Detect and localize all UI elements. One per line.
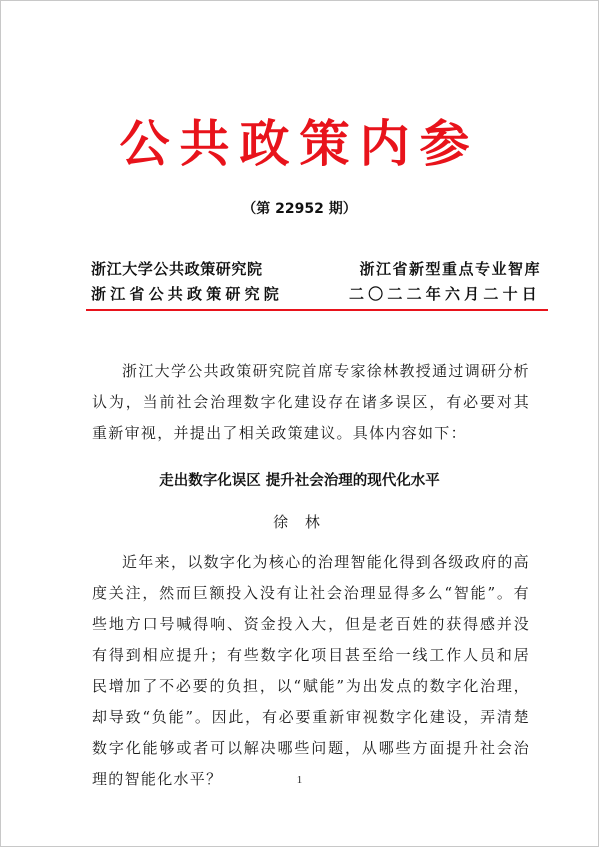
masthead-title: 公共政策内参 xyxy=(119,114,480,173)
info-row-1 xyxy=(91,258,541,280)
think-tank-designation: 浙江省新型重点专业智库 xyxy=(359,260,541,278)
article-author: 徐 林 xyxy=(273,513,326,531)
body-paragraph: 近年来，以数字化为核心的治理智能化得到各级政府的高度关注，然而巨额投入没有让社会治理显得多么“智能”。有些地方口号喊得响、资金投入大，但是老百姓的获得感并没有得到相应提升；有些数字化项目甚至给一线工作人员和居民增加了不必要的负担，以“赋能”为出发点的数字化治理，却导致“负能”。因此，有必要重新审视数字化建设，弄清楚数字化能够或者可以解决哪些问题，从哪些方面提升社会治理的智能化水平？ xyxy=(92,553,530,788)
publish-date: 二〇二二年六月二十日 xyxy=(348,285,541,303)
publisher-name-2: 浙江省公共政策研究院 xyxy=(91,285,284,303)
page-number: 1 xyxy=(296,774,303,786)
article-title: 走出数字化误区 提升社会治理的现代化水平 xyxy=(159,473,440,489)
info-row-2 xyxy=(91,283,541,305)
issue-number: （第 22952 期） xyxy=(242,201,357,217)
red-divider xyxy=(86,309,548,311)
intro-paragraph: 浙江大学公共政策研究院首席专家徐林教授通过调研分析认为，当前社会治理数字化建设存在诸多误区，有必要对其重新审视，并提出了相关政策建议。具体内容如下： xyxy=(92,362,530,442)
publisher-name: 浙江大学公共政策研究院 xyxy=(91,260,263,278)
